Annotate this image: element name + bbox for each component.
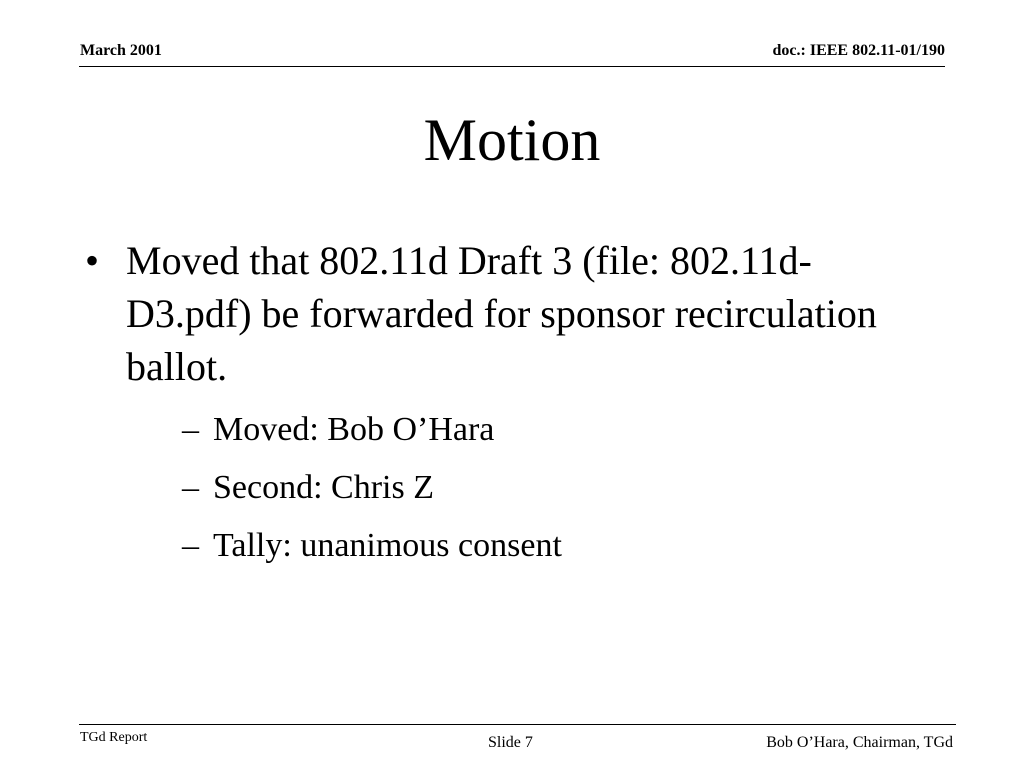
sub-item-text: Second: Chris Z xyxy=(213,469,434,506)
footer-report-name: TGd Report xyxy=(80,730,148,745)
header-document-id: doc.: IEEE 802.11-01/190 xyxy=(772,42,945,59)
sub-item-second xyxy=(126,459,925,517)
footer-slide-number: Slide 7 xyxy=(488,734,533,751)
dash-marker: – xyxy=(182,469,199,506)
bullet-text: Moved that 802.11d Draft 3 (file: 802.11d-D3.pdf) be forwarded for sponsor recirculation ballot. xyxy=(126,238,877,389)
dash-marker: – xyxy=(182,411,199,448)
sub-item-tally xyxy=(126,517,925,575)
footer-divider xyxy=(79,724,956,725)
slide-title: Motion xyxy=(423,107,601,173)
header-divider xyxy=(79,66,945,67)
dash-marker: – xyxy=(182,527,199,564)
sub-item-text: Tally: unanimous consent xyxy=(213,527,562,564)
sub-item-moved xyxy=(126,401,925,459)
sub-item-text: Moved: Bob O’Hara xyxy=(213,411,495,448)
bullet-item-motion xyxy=(85,234,925,575)
bullet-list xyxy=(85,234,925,575)
header-date: March 2001 xyxy=(80,42,162,59)
sub-bullet-list xyxy=(126,401,925,575)
bullet-marker: • xyxy=(85,238,100,283)
footer-author: Bob O’Hara, Chairman, TGd xyxy=(766,734,953,751)
